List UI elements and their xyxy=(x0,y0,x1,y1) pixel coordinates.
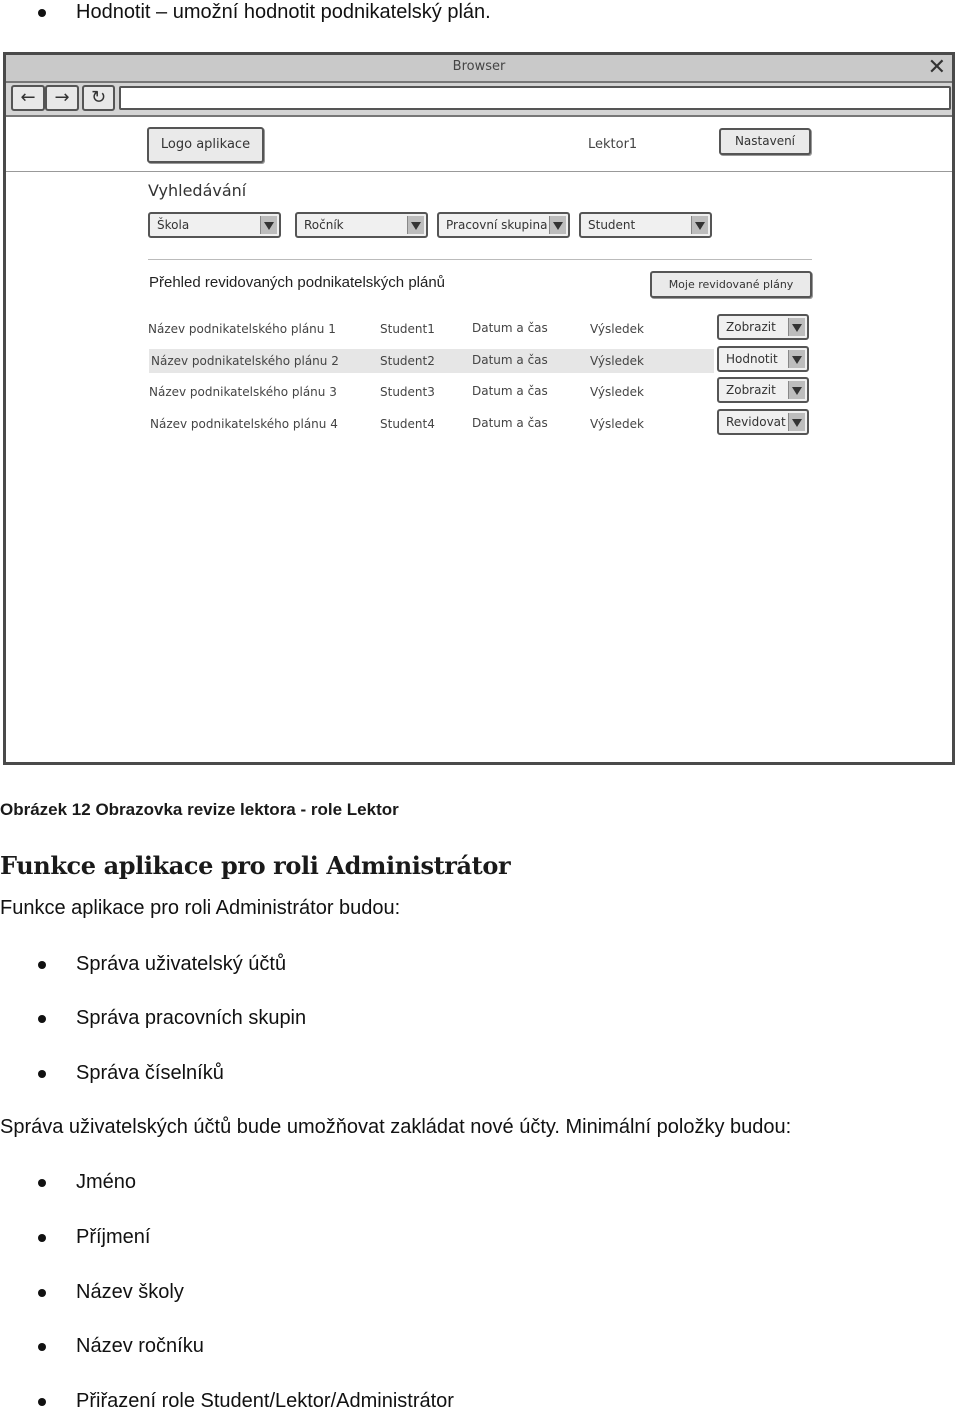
chevron-down-icon xyxy=(788,350,805,368)
chevron-down-icon xyxy=(788,413,805,431)
plan-name: Název podnikatelského plánu 2 xyxy=(151,354,339,368)
back-arrow-icon[interactable]: ← xyxy=(11,85,45,111)
search-heading: Vyhledávání xyxy=(148,181,247,200)
review-datetime: Datum a čas xyxy=(472,353,548,367)
student-name: Student2 xyxy=(380,354,435,368)
filter-label: Pracovní skupina xyxy=(446,218,548,232)
row-action-select[interactable] xyxy=(717,377,809,403)
row-action-select[interactable] xyxy=(717,409,809,435)
action-label: Hodnotit xyxy=(726,352,778,366)
review-datetime: Datum a čas xyxy=(472,416,548,430)
filter-student-select[interactable] xyxy=(579,212,712,238)
intro-text: Funkce aplikace pro roli Administrátor budou: xyxy=(0,897,401,919)
plan-name: Název podnikatelského plánu 3 xyxy=(149,385,337,399)
bullet-icon xyxy=(38,1179,46,1187)
row-action-select[interactable] xyxy=(717,346,809,372)
chevron-down-icon xyxy=(788,318,805,336)
bullet-icon xyxy=(38,1015,46,1023)
settings-button[interactable]: Nastavení xyxy=(719,128,811,155)
chevron-down-icon xyxy=(691,216,708,234)
action-label: Revidovat xyxy=(726,415,786,429)
bullet-icon xyxy=(38,1398,46,1406)
app-logo: Logo aplikace xyxy=(147,127,264,163)
bullet-icon xyxy=(38,1234,46,1242)
review-result: Výsledek xyxy=(590,322,644,336)
student-name: Student4 xyxy=(380,417,435,431)
figure-caption: Obrázek 12 Obrazovka revize lektora - role Lektor xyxy=(0,800,399,819)
chevron-down-icon xyxy=(549,216,566,234)
chevron-down-icon xyxy=(788,381,805,399)
filter-workgroup-select[interactable] xyxy=(437,212,570,238)
reload-icon[interactable]: ↻ xyxy=(82,85,115,111)
review-result: Výsledek xyxy=(590,354,644,368)
search-divider xyxy=(148,259,812,260)
forward-arrow-icon[interactable]: → xyxy=(45,85,79,111)
filter-label: Škola xyxy=(157,218,190,232)
filter-label: Student xyxy=(588,218,636,232)
filter-school-select[interactable] xyxy=(148,212,281,238)
review-datetime: Datum a čas xyxy=(472,384,548,398)
plan-name: Název podnikatelského plánu 4 xyxy=(150,417,338,431)
review-result: Výsledek xyxy=(590,417,644,431)
review-datetime: Datum a čas xyxy=(472,321,548,335)
bullet-icon xyxy=(38,1343,46,1351)
filter-year-select[interactable] xyxy=(295,212,428,238)
bullet-icon xyxy=(38,9,46,17)
bullet-icon xyxy=(38,1289,46,1297)
url-bar[interactable] xyxy=(119,86,951,110)
student-name: Student3 xyxy=(380,385,435,399)
browser-titlebar xyxy=(6,55,952,83)
row-action-select[interactable] xyxy=(717,314,809,340)
close-icon[interactable]: ✕ xyxy=(927,55,946,80)
accounts-paragraph: Správa uživatelských účtů bude umožňovat zakládat nové účty. Minimální položky budou: xyxy=(0,1116,792,1138)
header-divider xyxy=(6,171,952,172)
filter-label: Ročník xyxy=(304,218,344,232)
bullet-icon xyxy=(38,961,46,969)
student-name: Student1 xyxy=(380,322,435,336)
section-heading: Funkce aplikace pro roli Administrátor xyxy=(0,851,511,880)
browser-title: Browser xyxy=(452,59,506,74)
action-label: Zobrazit xyxy=(726,383,776,397)
bullet-icon xyxy=(38,1070,46,1078)
my-reviewed-plans-button[interactable]: Moje revidované plány xyxy=(650,271,812,298)
chevron-down-icon xyxy=(260,216,277,234)
browser-mockup xyxy=(3,52,955,765)
review-result: Výsledek xyxy=(590,385,644,399)
chevron-down-icon xyxy=(407,216,424,234)
user-name: Lektor1 xyxy=(588,137,638,152)
overview-heading: Přehled revidovaných podnikatelských plánů xyxy=(149,274,446,291)
plan-name: Název podnikatelského plánu 1 xyxy=(148,322,336,336)
browser-toolbar xyxy=(6,83,952,117)
action-label: Zobrazit xyxy=(726,320,776,334)
